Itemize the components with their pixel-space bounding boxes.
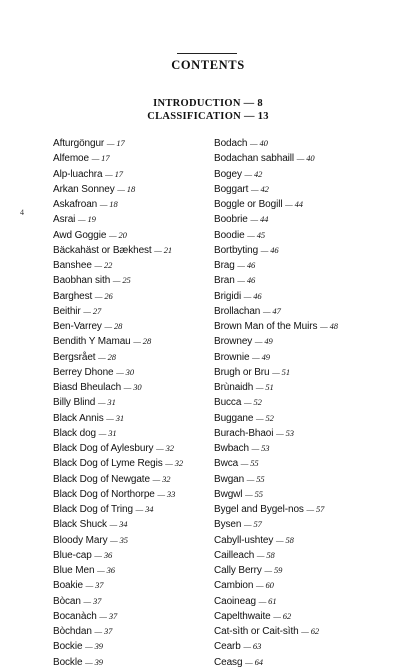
entry-name: Cambion: [214, 580, 254, 592]
page-number: 4: [20, 208, 24, 217]
entry-name: Arkan Sonney: [53, 183, 115, 195]
toc-entry: [53, 289, 203, 304]
entry-name: Black dog: [53, 427, 97, 439]
entry-page: — 46: [243, 290, 262, 301]
entry-page: — 44: [285, 199, 303, 209]
entry-page: — 35: [110, 534, 128, 545]
entry-name: Bwbach: [214, 443, 249, 454]
entry-name: Askafroan: [53, 199, 98, 210]
entry-name: Barghest: [53, 290, 93, 302]
entry-name: Boggart: [214, 183, 249, 195]
toc-entry: [53, 167, 203, 182]
entry-page: — 62: [273, 610, 292, 621]
entry-page: — 36: [94, 549, 113, 560]
entry-page: — 32: [156, 443, 174, 453]
entry-page: — 34: [135, 504, 154, 514]
toc-entry: [53, 243, 203, 258]
entry-page: — 34: [109, 519, 128, 530]
toc-entry: [214, 243, 394, 258]
entry-name: Boakie: [53, 580, 83, 592]
entry-name: Bortbyting: [214, 244, 259, 256]
entry-page: — 61: [258, 595, 277, 606]
entry-name: Bran: [214, 275, 235, 287]
toc-entry: [53, 639, 203, 654]
toc-entry: [214, 548, 394, 563]
entry-page: — 63: [243, 641, 262, 652]
entry-name: Bodach: [214, 138, 248, 149]
toc-entry: [53, 411, 203, 426]
toc-entry: [214, 655, 394, 670]
entry-name: Blue Men: [53, 565, 95, 576]
toc-entry: [53, 395, 203, 410]
entry-page: — 60: [256, 580, 274, 591]
entry-page: — 58: [275, 534, 294, 545]
toc-entry: [214, 151, 394, 166]
toc-entry: [53, 487, 203, 502]
toc-entry: [214, 395, 394, 410]
entry-name: Banshee: [53, 260, 92, 271]
entry-page: — 20: [109, 229, 127, 240]
entry-page: — 33: [157, 488, 176, 499]
title-rule: [177, 53, 237, 54]
entry-name: Beithir: [53, 305, 81, 317]
toc-entry: [214, 609, 394, 624]
entry-name: Bocanàch: [53, 610, 97, 622]
entry-name: Bwgan: [214, 473, 245, 485]
entry-page: — 26: [94, 290, 113, 301]
entry-name: Biasd Bheulach: [53, 382, 122, 393]
entry-page: — 46: [237, 260, 256, 270]
entry-name: Brùnaidh: [214, 382, 254, 393]
toc-entry: [214, 212, 394, 227]
toc-entry: [53, 517, 203, 532]
entry-page: — 62: [301, 626, 320, 636]
entry-name: Brollachan: [214, 305, 261, 317]
entry-name: Alfemoe: [53, 153, 89, 165]
entry-name: Bäckahäst or Bækhest: [53, 244, 152, 256]
toc-entry: [53, 426, 203, 441]
entry-page: — 42: [251, 183, 269, 194]
entry-name: Brown Man of the Muirs: [214, 321, 318, 332]
entry-page: — 46: [237, 275, 256, 286]
toc-entry: [214, 411, 394, 426]
toc-entry: [214, 456, 394, 471]
entry-name: Black Shuck: [53, 519, 107, 531]
toc-entry: [53, 273, 203, 288]
toc-entry: [53, 624, 203, 639]
entry-name: Bysen: [214, 519, 242, 531]
toc-entry: [53, 182, 203, 197]
entry-page: — 25: [112, 275, 131, 286]
toc-entry: [214, 517, 394, 532]
entry-page: — 51: [255, 382, 274, 392]
entry-page: — 55: [240, 458, 259, 469]
toc-entry: [53, 548, 203, 563]
toc-entry: [53, 502, 203, 517]
entry-name: Bwca: [214, 458, 239, 470]
entry-page: — 57: [243, 519, 262, 530]
entry-name: Black Dog of Aylesbury: [53, 443, 154, 454]
entry-page: — 28: [104, 321, 123, 331]
entry-page: — 46: [260, 244, 279, 255]
entry-page: — 31: [97, 397, 116, 408]
entry-name: Ben-Varrey: [53, 321, 102, 332]
toc-entry: [214, 289, 394, 304]
toc-entry: [53, 334, 203, 349]
classification-heading: CLASSIFICATION — 13: [147, 111, 269, 122]
entry-page: — 49: [252, 351, 270, 362]
toc-entry: [214, 502, 394, 517]
toc-entry: [214, 487, 394, 502]
entry-page: — 37: [94, 626, 113, 636]
toc-entry: [214, 136, 394, 151]
toc-entry: [214, 228, 394, 243]
toc-entry: [53, 380, 203, 395]
entry-page: — 39: [85, 656, 103, 667]
toc-entry: [53, 319, 203, 334]
toc-entry: [53, 365, 203, 380]
toc-entry: [53, 472, 203, 487]
toc-entry: [214, 441, 394, 456]
entry-name: Black Annis: [53, 412, 104, 424]
entry-page: — 52: [243, 397, 262, 408]
toc-entry: [214, 167, 394, 182]
entry-name: Cearb: [214, 641, 241, 653]
entry-page: — 28: [98, 351, 116, 362]
entry-name: Bucca: [214, 397, 242, 409]
toc-entry: [214, 624, 394, 639]
entry-page: — 42: [244, 168, 263, 179]
toc-entry: [53, 151, 203, 166]
toc-entry: [53, 594, 203, 609]
entry-name: Bogey: [214, 168, 242, 180]
entry-page: — 45: [247, 229, 266, 240]
toc-entry: [53, 228, 203, 243]
entry-name: Caoineag: [214, 595, 257, 607]
toc-entry: [214, 472, 394, 487]
entry-name: Bòchdan: [53, 626, 92, 637]
entry-page: — 32: [152, 473, 171, 484]
toc-entry: [53, 197, 203, 212]
entry-name: Capelthwaite: [214, 610, 271, 622]
entry-page: — 17: [105, 168, 123, 179]
entry-name: Brownie: [214, 351, 250, 363]
toc-entry: [214, 594, 394, 609]
entry-name: Cabyll-ushtey: [214, 534, 274, 546]
entry-page: — 18: [117, 183, 136, 194]
toc-entry: [53, 578, 203, 593]
entry-name: Buggane: [214, 412, 254, 424]
toc-entry: [53, 609, 203, 624]
entry-page: — 40: [250, 138, 268, 148]
entry-name: Asrai: [53, 214, 76, 226]
entry-page: — 55: [246, 473, 265, 484]
toc-entry: [53, 350, 203, 365]
toc-entry: [53, 258, 203, 273]
entry-page: — 17: [106, 138, 125, 148]
entry-page: — 48: [320, 321, 338, 331]
toc-entry: [214, 380, 394, 395]
entry-name: Baobhan sith: [53, 275, 111, 287]
entry-name: Black Dog of Northorpe: [53, 488, 155, 500]
toc-entry: [53, 533, 203, 548]
toc-entry: [214, 578, 394, 593]
toc-entry: [214, 258, 394, 273]
toc-entry: [214, 563, 394, 578]
entry-name: Billy Blind: [53, 397, 96, 409]
entry-name: Boggle or Bogill: [214, 199, 283, 210]
entry-page: — 30: [116, 366, 134, 377]
toc-entry: [53, 212, 203, 227]
entry-page: — 27: [83, 305, 102, 316]
toc-entry: [53, 441, 203, 456]
entry-name: Cailleach: [214, 549, 255, 561]
entry-page: — 40: [296, 153, 315, 164]
entry-name: Bockie: [53, 641, 83, 653]
toc-entry: [53, 563, 203, 578]
entry-name: Black Dog of Tring: [53, 504, 133, 515]
entry-name: Brigidi: [214, 290, 242, 302]
toc-entry: [214, 182, 394, 197]
toc-entry: [214, 334, 394, 349]
entry-name: Bygel and Bygel-nos: [214, 504, 304, 515]
entry-name: Ceasg: [214, 656, 243, 668]
toc-entry: [214, 533, 394, 548]
entry-page: — 49: [254, 336, 273, 347]
entry-name: Bodachan sabhaill: [214, 153, 295, 165]
toc-entry: [53, 304, 203, 319]
entry-name: Alp-luachra: [53, 168, 103, 180]
entry-page: — 55: [245, 488, 263, 499]
entry-name: Boobrie: [214, 214, 248, 226]
page-title: CONTENTS: [171, 58, 245, 72]
toc-entry: [214, 639, 394, 654]
entry-page: — 64: [245, 656, 263, 667]
entry-page: — 37: [99, 610, 118, 621]
entry-page: — 28: [133, 336, 152, 347]
entry-name: Afturgöngur: [53, 138, 105, 149]
entry-page: — 18: [99, 199, 118, 209]
toc-entry: [53, 456, 203, 471]
entry-name: Brugh or Bru: [214, 366, 270, 378]
introduction-heading: INTRODUCTION — 8: [153, 98, 263, 109]
entry-page: — 52: [256, 412, 274, 423]
entry-page: — 51: [272, 366, 290, 377]
entry-name: Black Dog of Lyme Regis: [53, 458, 163, 470]
toc-entry: [214, 273, 394, 288]
entry-name: Bergsrået: [53, 351, 96, 363]
entry-name: Berrey Dhone: [53, 366, 114, 378]
entry-page: — 53: [276, 427, 294, 438]
toc-entry: [53, 136, 203, 151]
toc-entry: [214, 197, 394, 212]
entry-page: — 36: [97, 565, 115, 575]
entry-page: — 30: [123, 382, 142, 392]
entry-page: — 17: [91, 153, 110, 164]
entry-page: — 53: [251, 443, 270, 453]
entry-page: — 32: [165, 458, 184, 469]
entry-name: Bendith Y Mamau: [53, 336, 131, 348]
entry-page: — 31: [98, 427, 117, 438]
toc-entry: [214, 365, 394, 380]
entry-name: Bockle: [53, 656, 83, 668]
toc-entry: [214, 319, 394, 334]
entry-name: Boodie: [214, 229, 245, 241]
entry-page: — 19: [77, 214, 96, 225]
entry-name: Blue-cap: [53, 549, 92, 561]
entry-name: Bòcan: [53, 595, 81, 607]
entry-page: — 21: [154, 244, 173, 255]
entry-name: Bloody Mary: [53, 534, 108, 546]
entry-page: — 57: [306, 504, 325, 514]
toc-entry: [214, 350, 394, 365]
entry-page: — 59: [264, 565, 283, 575]
entry-name: Burach-Bhaoi: [214, 427, 274, 439]
toc-entry: [214, 426, 394, 441]
entry-name: Cally Berry: [214, 565, 262, 576]
entry-name: Browney: [214, 336, 253, 348]
entry-name: Bwgwl: [214, 488, 243, 500]
toc-entry: [53, 655, 203, 670]
entry-page: — 37: [83, 595, 102, 606]
entry-page: — 22: [94, 260, 113, 270]
entry-page: — 58: [256, 549, 275, 560]
toc-left-column: [53, 136, 203, 670]
entry-page: — 37: [85, 580, 104, 591]
toc-right-column: [214, 136, 394, 670]
entry-name: Black Dog of Newgate: [53, 473, 150, 485]
toc-entry: [214, 304, 394, 319]
entry-name: Awd Goggie: [53, 229, 107, 241]
entry-page: — 44: [250, 214, 269, 225]
entry-name: Brag: [214, 260, 235, 271]
entry-page: — 31: [106, 412, 125, 423]
entry-name: Cat-sìth or Cait-sìth: [214, 626, 299, 637]
entry-page: — 47: [262, 305, 281, 316]
entry-page: — 39: [85, 641, 103, 652]
